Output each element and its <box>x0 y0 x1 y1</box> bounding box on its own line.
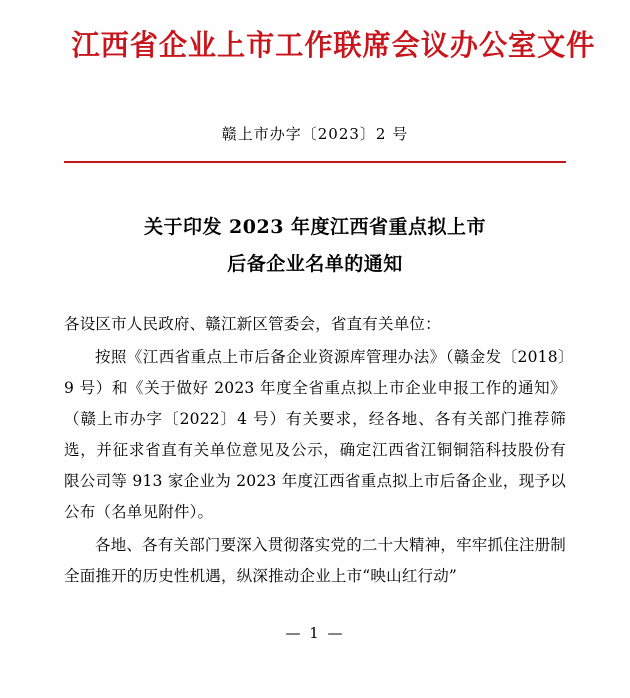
red-divider-rule <box>64 161 566 163</box>
salutation-text: 各设区市人民政府、赣江新区管委会，省直有关单位： <box>64 315 441 334</box>
document-header-title: 江西省企业上市工作联席会议办公室文件 <box>71 28 596 62</box>
body-paragraph-2: 各地、各有关部门要深入贯彻落实党的二十大精神，牢牢抓住注册制全面推开的历史性机遇，纵深推动企业上市“映山红行动” <box>64 536 567 586</box>
document-subject-line-2: 后备企业名单的通知 <box>227 253 403 276</box>
page-number: — 1 — <box>285 624 345 642</box>
body-paragraph-1: 按照《江西省重点上市后备企业资源库管理办法》（赣金发〔2018〕9 号）和《关于做好 2023 年度全省重点拟上市企业申报工作的通知》（赣上市办字〔2022〕4 号）有关要求，经各地、各有关部门推荐筛选，并征求省直有关单位意见及公示，确定江西省江铜铜箔科技股份有限公司等 913 家企业为 2023 年度江西省重点拟上市后备企业，现予以公布（名单见附件）。 <box>64 348 566 522</box>
document-header <box>64 0 596 65</box>
document-subject <box>64 209 566 283</box>
document-subject-line-1: 关于印发 2023 年度江西省重点拟上市 <box>143 216 487 239</box>
document-number: 赣上市办字〔2023〕2 号 <box>221 125 409 144</box>
document-body <box>64 309 566 592</box>
